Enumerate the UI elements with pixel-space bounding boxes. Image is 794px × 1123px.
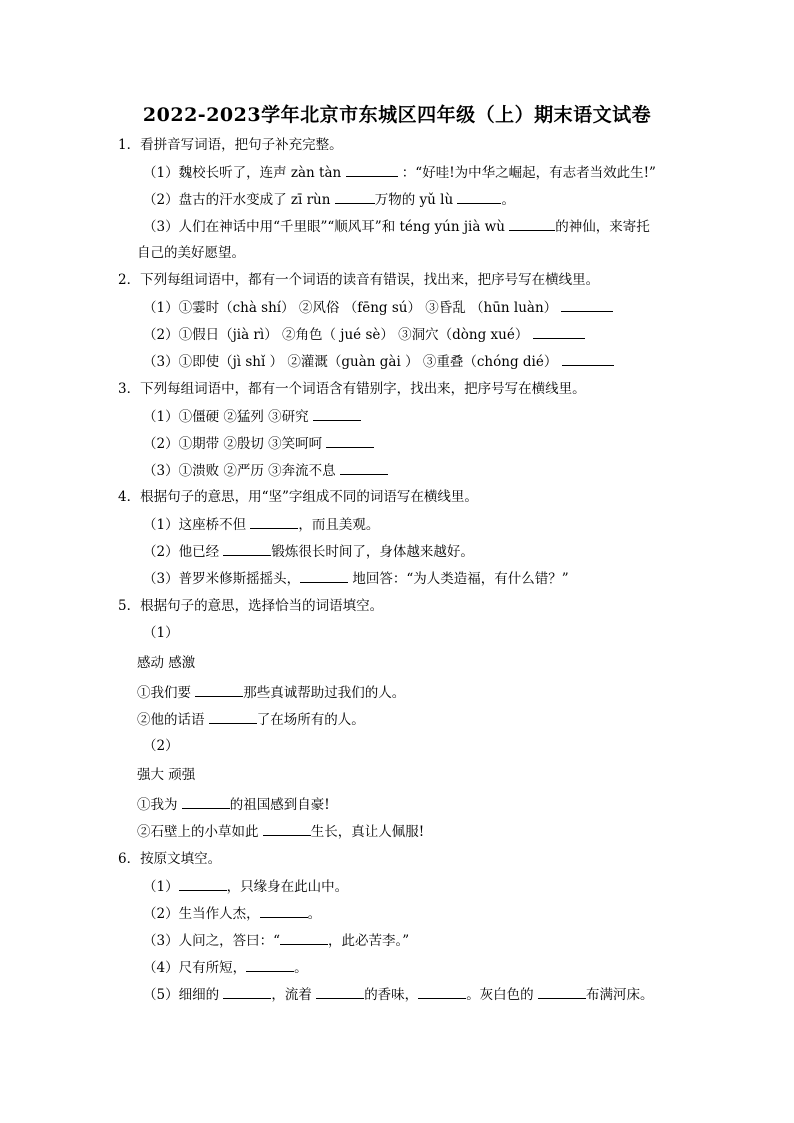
answer-blank[interactable] [223, 985, 271, 999]
question-text: 强大 顽强 [137, 767, 196, 783]
question-text: （1）①僵硬 ②猛列 ③研究 [143, 409, 313, 425]
question-text: 6．按原文填空。 [118, 851, 222, 867]
question-text: （2）生当作人杰， [143, 906, 260, 922]
question-text: 3．下列每组词语中，都有一个词语含有错别字，找出来，把序号写在横线里。 [118, 381, 586, 397]
answer-blank[interactable] [316, 985, 364, 999]
question-text: 锻炼很长时间了，身体越来越好。 [271, 544, 474, 560]
question-heading [118, 850, 221, 868]
question-item [137, 795, 330, 814]
question-text: 的香味， [364, 987, 419, 1003]
answer-blank[interactable] [340, 461, 388, 475]
question-text: （2）①期带 ②殷切 ③笑呵呵 [143, 436, 327, 452]
answer-blank[interactable] [300, 569, 348, 583]
answer-blank[interactable] [538, 985, 586, 999]
question-text: 万物的 yǔ lù [374, 192, 458, 208]
question-item [137, 710, 365, 729]
question-heading [118, 380, 586, 398]
answer-blank[interactable] [562, 352, 614, 366]
question-text: ，只缘身在此山中。 [226, 879, 349, 895]
question-text: （3）人们在神话中用“千里眼”“顺风耳”和 téng yún jià wù [143, 219, 510, 235]
question-text: 5．根据句子的意思，选择恰当的词语填空。 [118, 598, 384, 614]
question-heading [118, 136, 343, 154]
question-item [143, 407, 361, 426]
question-text: ②他的话语 [137, 712, 209, 728]
question-heading [118, 597, 383, 615]
question-text: ①我为 [137, 797, 182, 813]
question-text: （1） [143, 879, 179, 895]
question-text: （3）①溃败 ②严历 ③奔流不息 [143, 463, 340, 479]
question-item [137, 654, 195, 672]
question-heading [118, 271, 599, 289]
answer-blank[interactable] [326, 434, 374, 448]
question-text: （2） [143, 738, 179, 754]
question-text: （3）普罗米修斯摇摇头， [143, 571, 301, 587]
question-text: 地回答：“为人类造福，有什么错？” [348, 571, 569, 587]
question-text: 的神仙，来寄托 [555, 219, 650, 235]
question-text: 的祖国感到自豪! [229, 797, 330, 813]
question-text: 。灰白色的 [466, 987, 538, 1003]
question-item [143, 931, 409, 950]
question-text: 布满河床。 [585, 987, 654, 1003]
question-text: 2．下列每组词语中，都有一个词语的读音有错误，找出来，把序号写在横线里。 [118, 272, 600, 288]
question-item [143, 542, 474, 561]
question-text: （1）这座桥不但 [143, 517, 251, 533]
question-text: ②石壁上的小草如此 [137, 824, 263, 840]
question-text: （1）魏校长听了，连声 zàn tàn [143, 165, 346, 181]
answer-blank[interactable] [179, 877, 227, 891]
question-item [143, 877, 348, 896]
answer-blank[interactable] [182, 795, 230, 809]
question-text: ，而且美观。 [298, 517, 380, 533]
answer-blank[interactable] [246, 958, 294, 972]
answer-blank[interactable] [561, 298, 613, 312]
question-item [143, 515, 379, 534]
question-text: 。 [307, 906, 322, 922]
question-item [137, 683, 405, 702]
question-text: 4．根据句子的意思，用“坚”字组成不同的词语写在横线里。 [118, 489, 478, 505]
question-text: （2）盘古的汗水变成了 zī rùn [143, 192, 335, 208]
answer-blank[interactable] [509, 217, 555, 231]
question-text: （3）①即使（jì shǐ ） ②灌溉（guàn gài ） ③重叠（chóng dié） [143, 354, 562, 370]
question-item [143, 958, 308, 977]
answer-blank[interactable] [457, 190, 501, 204]
question-item [143, 434, 374, 453]
question-text: 。 [501, 192, 515, 208]
question-text: 生长，真让人佩服! [310, 824, 425, 840]
question-text: （3）人问之，答曰：“ [143, 933, 280, 949]
question-text: （4）尺有所短， [143, 960, 247, 976]
question-text: ，此必苦李。” [328, 933, 410, 949]
answer-blank[interactable] [418, 985, 466, 999]
answer-blank[interactable] [223, 542, 271, 556]
question-item [143, 190, 515, 209]
answer-blank[interactable] [280, 931, 328, 945]
question-text: 了在场所有的人。 [256, 712, 365, 728]
answer-blank[interactable] [335, 190, 375, 204]
question-item [143, 624, 179, 642]
answer-blank[interactable] [533, 325, 585, 339]
question-item [143, 325, 585, 344]
question-item [137, 244, 245, 262]
question-text: （1） [143, 625, 179, 641]
question-item [143, 569, 569, 588]
question-text: 1．看拼音写词语，把句子补充完整。 [118, 137, 343, 153]
question-text: （5）细细的 [143, 987, 224, 1003]
question-text: ，流着 [271, 987, 317, 1003]
answer-blank[interactable] [260, 904, 308, 918]
question-item [143, 904, 321, 923]
question-item [143, 163, 656, 182]
question-text: （2）①假日（jià rì） ②角色（ jué sè） ③洞穴（dòng xué） [143, 327, 533, 343]
question-item [137, 766, 195, 784]
question-text: （2）他已经 [143, 544, 224, 560]
answer-blank[interactable] [346, 163, 398, 177]
question-item [143, 217, 650, 236]
answer-blank[interactable] [263, 822, 311, 836]
exam-title: 2022-2023学年北京市东城区四年级（上）期末语文试卷 [142, 104, 652, 126]
question-item [143, 461, 388, 480]
question-item [143, 352, 614, 371]
question-text: （1）①霎时（chà shí） ②风俗 （fēng sú） ③昏乱 （hūn luàn） [143, 300, 562, 316]
answer-blank[interactable] [209, 710, 257, 724]
question-item [137, 822, 424, 841]
answer-blank[interactable] [313, 407, 361, 421]
question-text: 自己的美好愿望。 [137, 245, 245, 261]
question-text: ：“好哇!为中华之崛起，有志者当效此生!” [397, 165, 656, 181]
question-item [143, 737, 179, 755]
question-text: 。 [294, 960, 308, 976]
question-text: 感动 感激 [137, 655, 196, 671]
question-text: 那些真诚帮助过我们的人。 [243, 685, 406, 701]
question-item [143, 298, 613, 317]
answer-blank[interactable] [250, 515, 298, 529]
question-item [143, 985, 653, 1004]
question-heading [118, 488, 478, 506]
answer-blank[interactable] [195, 683, 243, 697]
question-text: ①我们要 [137, 685, 196, 701]
